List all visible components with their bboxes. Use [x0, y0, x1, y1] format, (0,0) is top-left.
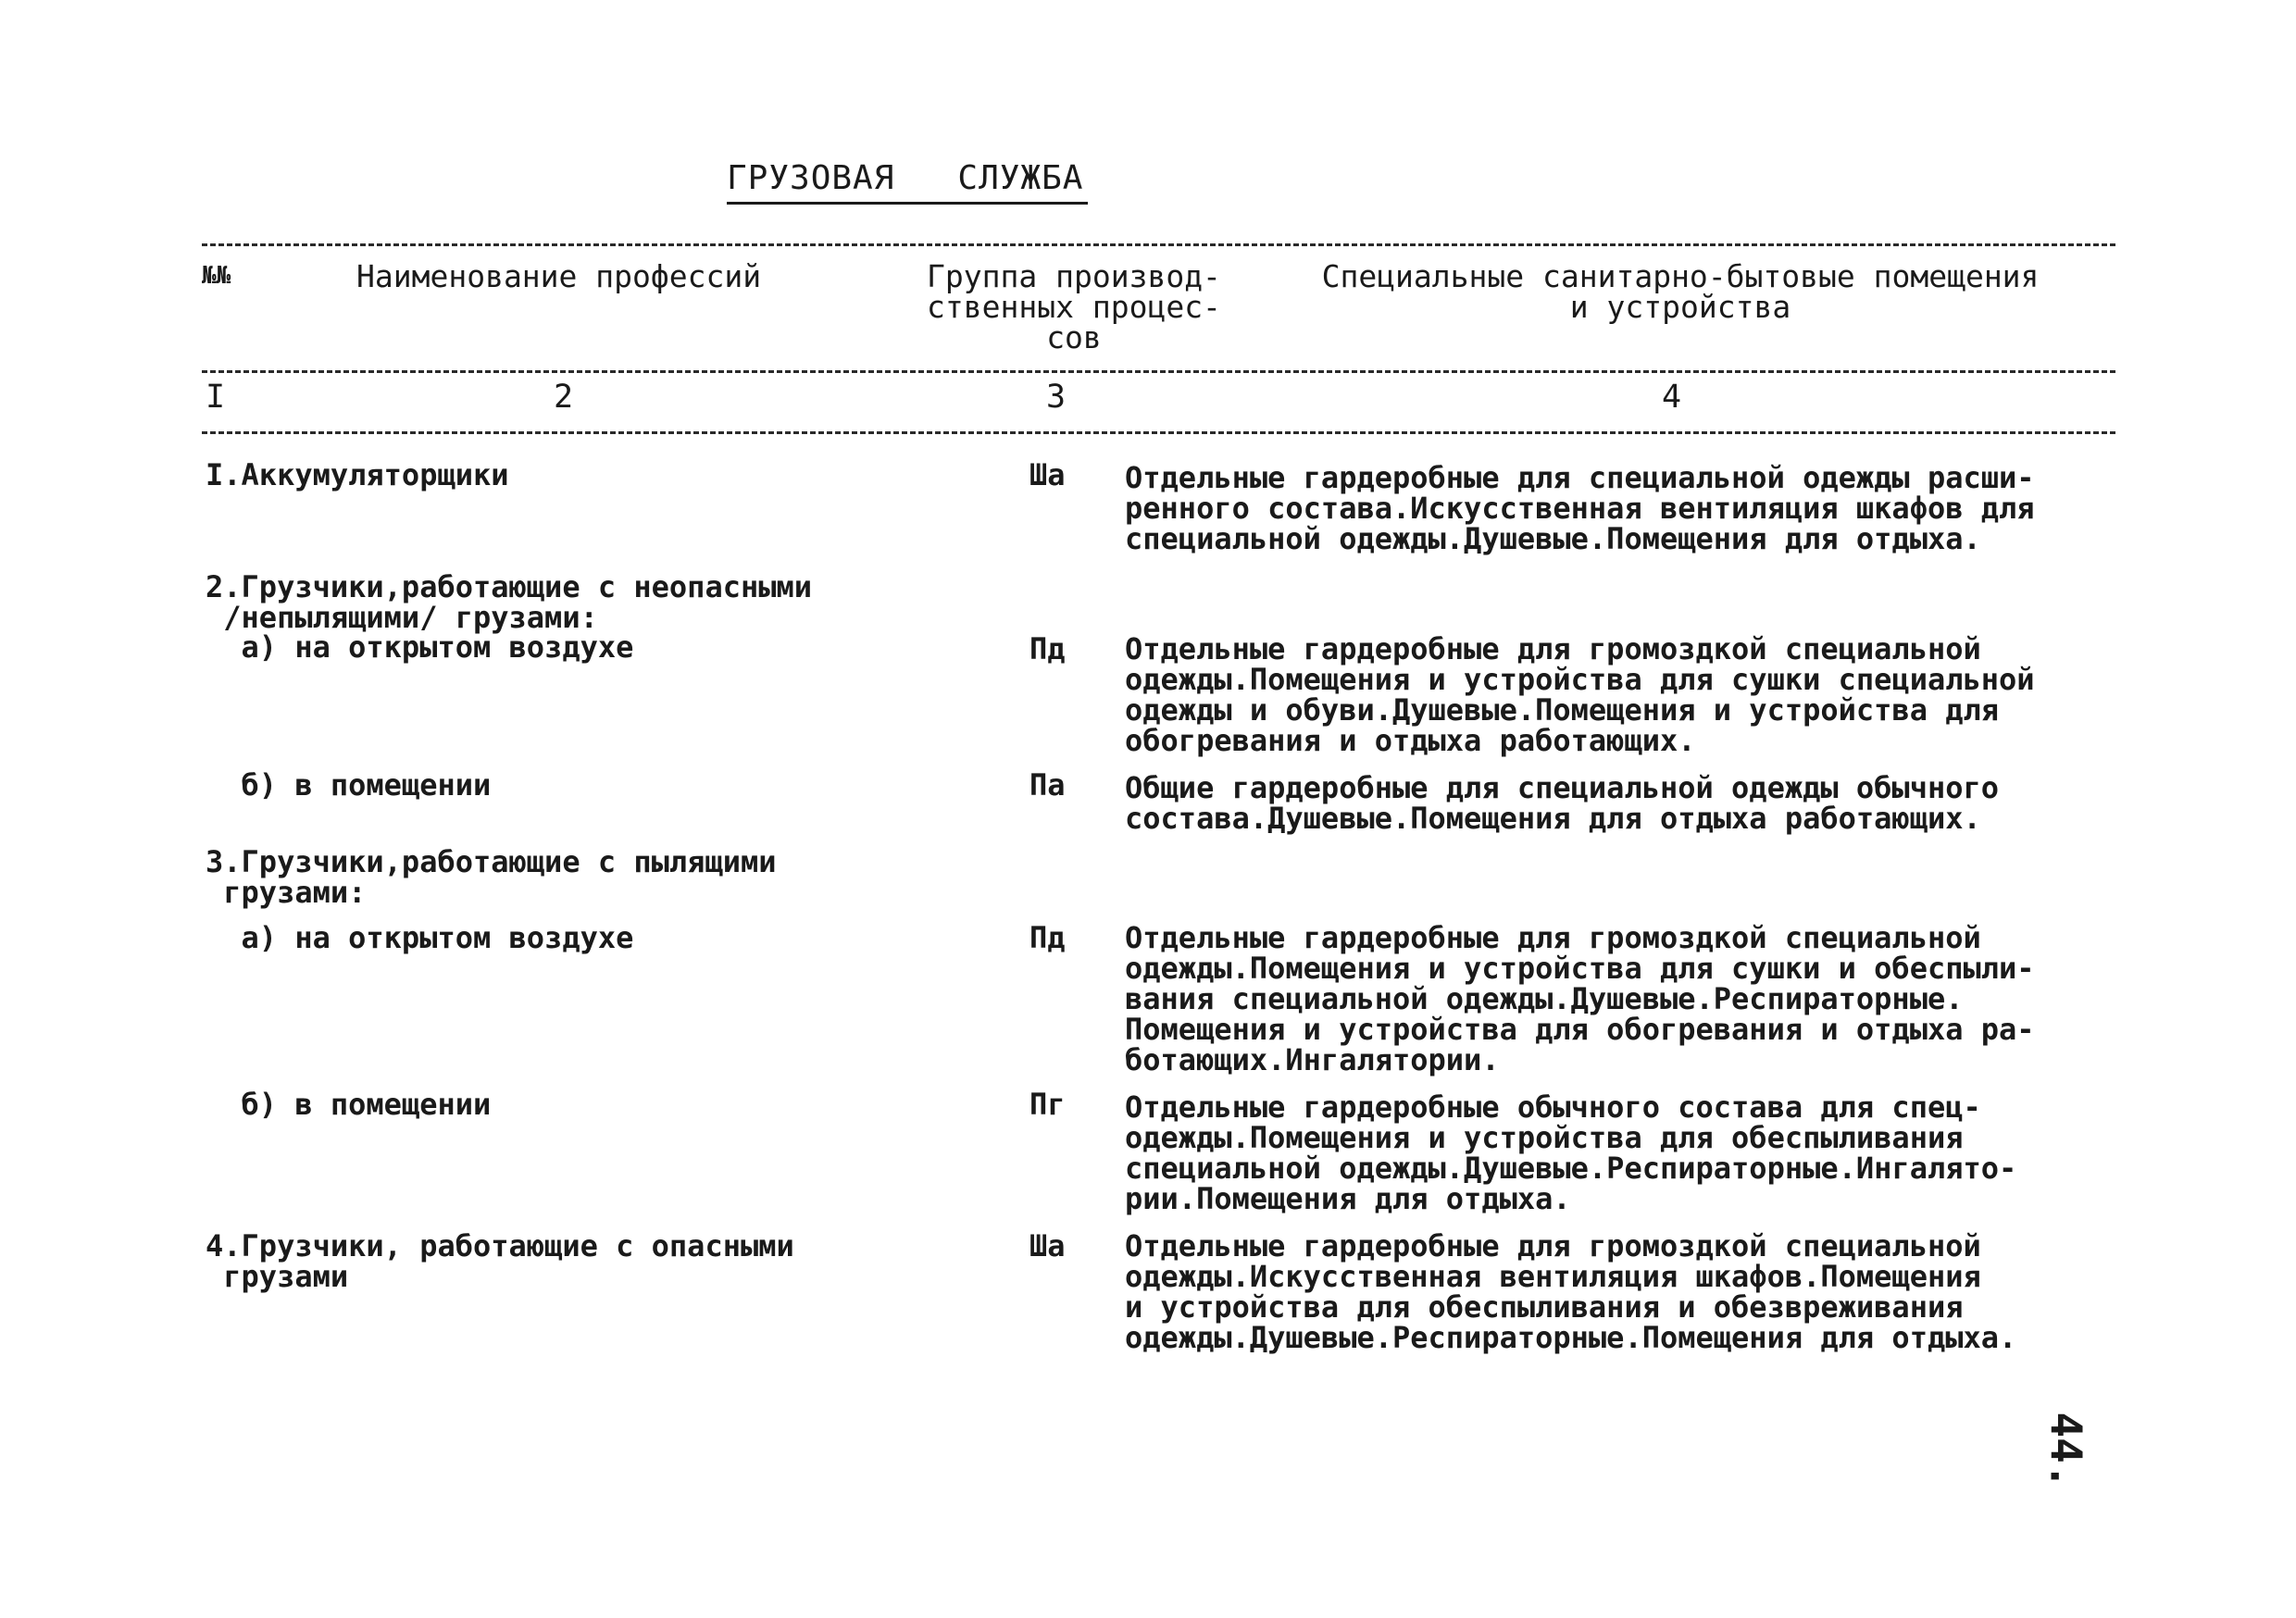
row-2a-group: Пд: [1029, 631, 1066, 666]
column-header-group: Группа производ- ственных процес- сов: [927, 258, 1221, 355]
row-2a-description: Отдельные гардеробные для громоздкой специальной одежды.Помещения и устройства для сушки специальной одежды и обуви.Душевые.Помещения и устройства для обогревания и отдыха работающих.: [1125, 631, 2035, 758]
header-top-rule: [202, 243, 2115, 246]
row-4-profession: 4.Грузчики, работающие с опасными грузами: [206, 1228, 794, 1294]
column-header-number: №№: [202, 262, 231, 290]
row-1-group: Ша: [1029, 457, 1066, 492]
row-1-profession: I.Аккумуляторщики: [206, 457, 509, 492]
page-number: 44.: [2040, 1412, 2091, 1489]
row-2b-group: Па: [1029, 767, 1066, 803]
row-2-profession: 2.Грузчики,работающие с неопасными /непылящими/ грузами:: [206, 569, 813, 635]
column-number-1: I: [206, 379, 226, 416]
column-number-2: 2: [554, 379, 574, 416]
row-3b-profession: б) в помещении: [206, 1087, 492, 1122]
column-numbers-rule: [202, 431, 2115, 434]
row-3a-profession: а) на открытом воздухе: [206, 920, 634, 955]
row-1-description: Отдельные гардеробные для специальной одежды расши- ренного состава.Искусственная вентиляция шкафов для специальной одежды.Душевые.Помещения для отдыха.: [1125, 460, 2035, 556]
column-number-3: 3: [1046, 379, 1067, 416]
row-3-profession: 3.Грузчики,работающие с пылящими грузами:: [206, 844, 777, 910]
row-4-group: Ша: [1029, 1228, 1066, 1263]
row-3b-group: Пг: [1029, 1087, 1066, 1122]
row-2b-profession: б) в помещении: [206, 767, 492, 803]
column-header-profession: Наименование профессий: [356, 258, 762, 294]
row-3b-description: Отдельные гардеробные обычного состава для спец- одежды.Помещения и устройства для обеспыливания специальной одежды.Душевые.Респираторные.Ингалято- рии.Помещения для отдыха.: [1125, 1089, 2017, 1216]
row-2b-description: Общие гардеробные для специальной одежды обычного состава.Душевые.Помещения для отдыха работающих.: [1125, 770, 2000, 836]
row-3a-description: Отдельные гардеробные для громоздкой специальной одежды.Помещения и устройства для сушки и обеспыли- вания специальной одежды.Душевые.Респираторные. Помещения и устройства для обогревания и отдыха ра- ботающих.Ингалятории.: [1125, 920, 2035, 1077]
column-number-4: 4: [1662, 379, 1682, 416]
row-4-description: Отдельные гардеробные для громоздкой специальной одежды.Искусственная вентиляция шкафов.Помещения и устройства для обеспыливания и обезвреживания одежды.Душевые.Респираторные.Помещения для отдыха.: [1125, 1228, 2017, 1355]
row-3a-group: Пд: [1029, 920, 1066, 955]
column-header-rooms: Специальные санитарно-бытовые помещения и устройства: [1321, 258, 2040, 325]
header-bottom-rule: [202, 370, 2115, 373]
row-2a-profession: а) на открытом воздухе: [206, 629, 634, 665]
title-underline: [727, 202, 1088, 205]
page-title: ГРУЗОВАЯ СЛУЖБА: [727, 159, 1084, 197]
